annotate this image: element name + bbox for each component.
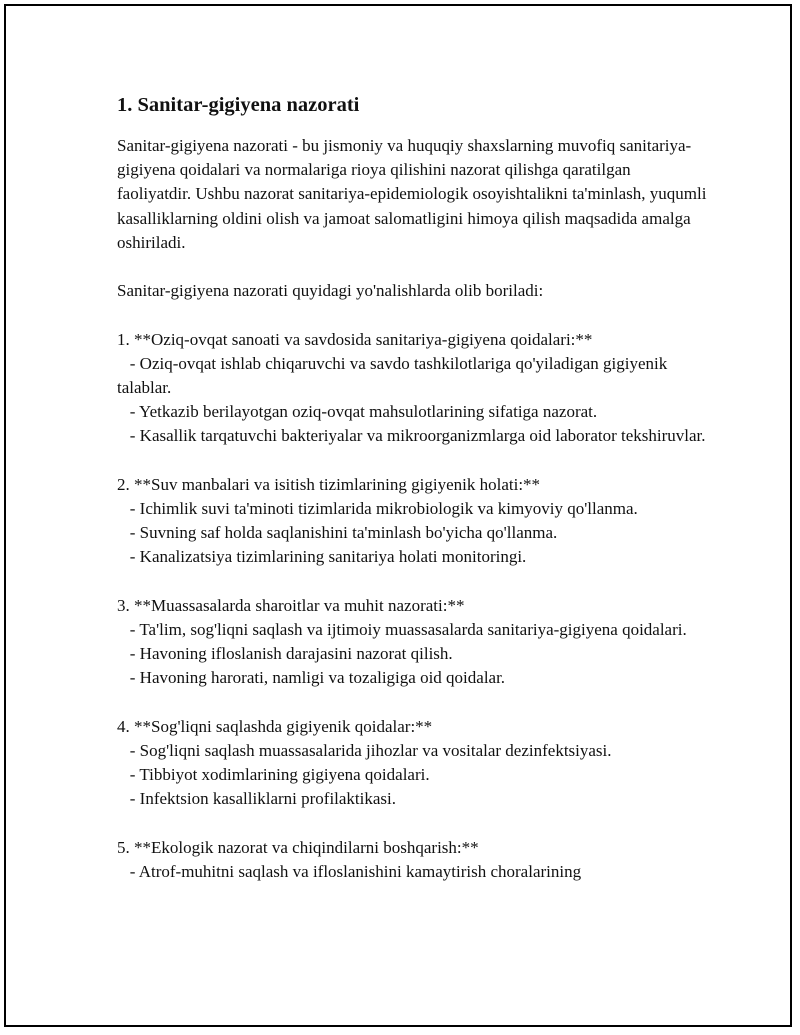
section-3 — [117, 594, 707, 691]
section-heading: 1. **Oziq-ovqat sanoati va savdosida sanitariya-gigiyena qoidalari:** — [117, 329, 593, 349]
list-item: - Kasallik tarqatuvchi bakteriyalar va mikroorganizmlarga oid laborator tekshiruvlar. — [117, 426, 706, 446]
section-4 — [117, 715, 707, 812]
section-5 — [117, 836, 707, 884]
paragraph-gap — [117, 570, 707, 594]
section-2 — [117, 473, 707, 570]
section-heading: 2. **Suv manbalari va isitish tizimlarining gigiyenik holati:** — [117, 474, 541, 494]
intro-paragraph: Sanitar-gigiyena nazorati - bu jismoniy va huquqiy shaxslarning muvofiq sanitariya-gigiyena qoidalari va normalariga rioya qilishini nazorat qilishga qaratilgan faoliyatdir. Ushbu nazorat sanitariya-epidemiologik osoyishtalikni ta'minlash, yuqumli kasalliklarning oldini olish va jamoat salomatligini himoya qilish maqsadida amalga oshiriladi. — [117, 136, 707, 252]
document-content — [117, 92, 707, 884]
paragraph-gap — [117, 812, 707, 836]
list-item: - Suvning saf holda saqlanishini ta'minlash bo'yicha qo'llanma. — [117, 523, 558, 543]
list-item: - Havoning harorati, namligi va tozaligiga oid qoidalar. — [117, 668, 506, 688]
paragraph-gap — [117, 691, 707, 715]
list-item: - Infektsion kasalliklarni profilaktikasi. — [117, 789, 397, 809]
list-item: - Ta'lim, sog'liqni saqlash va ijtimoiy muassasalarda sanitariya-gigiyena qoidalari. — [117, 620, 687, 639]
section-heading: 5. **Ekologik nazorat va chiqindilarni boshqarish:** — [117, 837, 479, 857]
paragraph-gap — [117, 303, 707, 327]
lead-paragraph: Sanitar-gigiyena nazorati quyidagi yo'nalishlarda olib boriladi: — [117, 281, 544, 301]
section-heading: 4. **Sog'liqni saqlashda gigiyenik qoidalar:** — [117, 716, 433, 736]
list-item: - Sog'liqni saqlash muassasalarida jihozlar va vositalar dezinfektsiyasi. — [117, 741, 612, 760]
list-item: - Tibbiyot xodimlarining gigiyena qoidalari. — [117, 765, 430, 785]
list-item: - Yetkazib berilayotgan oziq-ovqat mahsulotlarining sifatiga nazorat. — [117, 402, 598, 422]
paragraph-gap — [117, 255, 707, 279]
paragraph-gap — [117, 449, 707, 473]
list-item: - Kanalizatsiya tizimlarining sanitariya holati monitoringi. — [117, 547, 527, 567]
section-1 — [117, 328, 707, 449]
list-item: - Ichimlik suvi ta'minoti tizimlarida mikrobiologik va kimyoviy qo'llanma. — [117, 499, 638, 518]
list-item: - Havoning ifloslanish darajasini nazorat qilish. — [117, 644, 453, 664]
section-heading: 3. **Muassasalarda sharoitlar va muhit nazorati:** — [117, 595, 465, 615]
list-item: - Oziq-ovqat ishlab chiqaruvchi va savdo tashkilotlariga qo'yiladigan gigiyenik talablar. — [117, 353, 672, 397]
page-title: 1. Sanitar-gigiyena nazorati — [117, 94, 360, 116]
list-item: - Atrof-muhitni saqlash va ifloslanishini kamaytirish choralarining — [117, 862, 582, 881]
